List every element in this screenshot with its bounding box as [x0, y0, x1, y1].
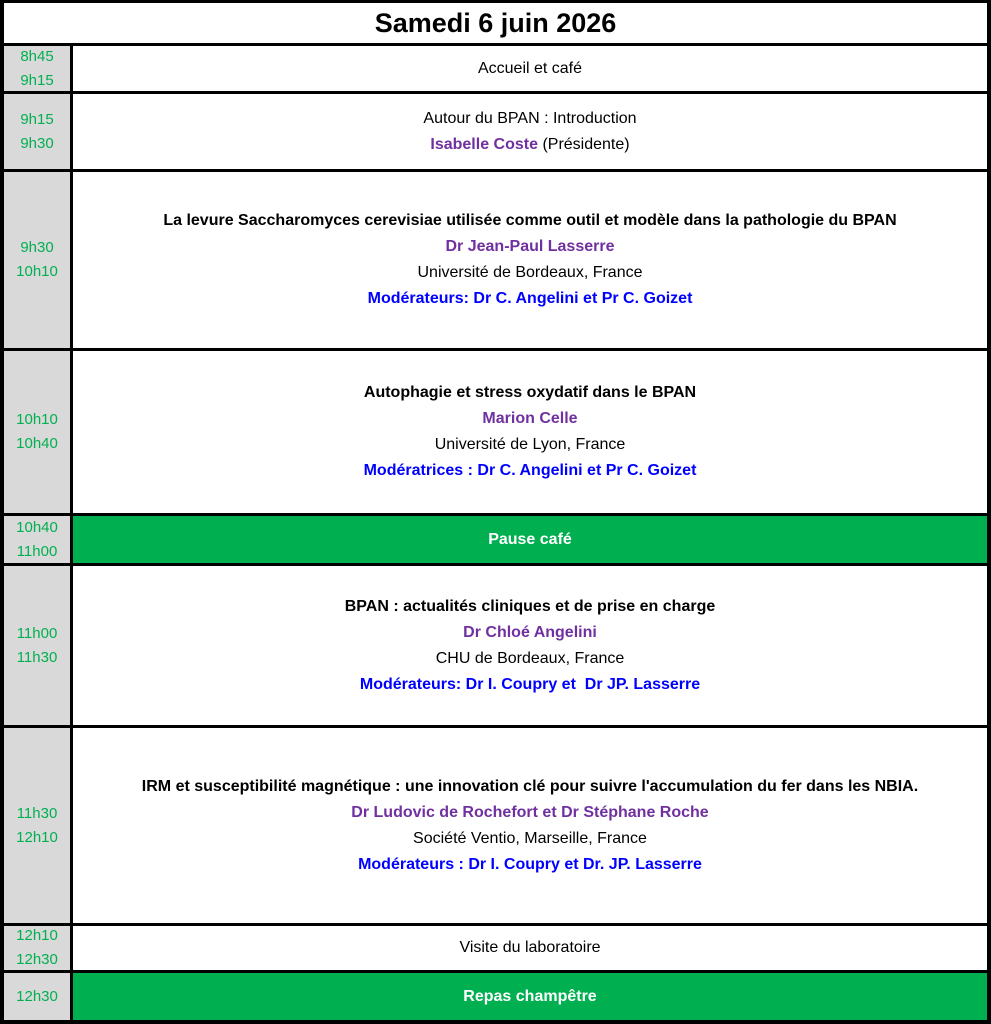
end-time: 9h15 [20, 71, 54, 89]
moderators: Modérateurs: Dr C. Angelini et Pr C. Goizet [367, 290, 693, 307]
end-time: 11h30 [16, 648, 58, 666]
break-title: Repas champêtre [463, 987, 597, 1005]
start-time: 10h10 [16, 411, 58, 428]
end-time: 10h10 [16, 263, 58, 280]
end-time: 10h40 [16, 435, 58, 452]
session-title: Accueil et café [477, 59, 583, 77]
talk-title: Autophagie et stress oxydatif dans le BPAN [363, 384, 697, 401]
moderators: Modérateurs : Dr I. Coupry et Dr. JP. Lasserre [358, 855, 702, 873]
time-cell [4, 516, 70, 563]
end-time: 12h30 [16, 951, 58, 968]
start-time: 9h15 [20, 110, 54, 128]
time-cell [4, 728, 70, 923]
session-cell [73, 926, 987, 970]
speaker-name: Dr Jean-Paul Lasserre [445, 238, 615, 255]
session-cell [73, 728, 987, 923]
affiliation: CHU de Bordeaux, France [435, 649, 625, 667]
affiliation: Université de Bordeaux, France [417, 264, 643, 281]
schedule-row [4, 46, 987, 91]
session-cell [73, 46, 987, 91]
schedule-row [4, 926, 987, 970]
talk-title: La levure Saccharomyces cerevisiae utilisée comme outil et modèle dans la pathologie du BPAN [163, 212, 897, 229]
affiliation: Université de Lyon, France [434, 436, 626, 453]
time-cell [4, 973, 70, 1020]
session-cell [73, 172, 987, 348]
break-cell [73, 973, 987, 1020]
moderators: Modératrices : Dr C. Angelini et Pr C. Goizet [363, 462, 697, 479]
schedule-row [4, 94, 987, 169]
time-cell [4, 46, 70, 91]
schedule-row [4, 351, 987, 513]
end-time: 12h10 [16, 828, 58, 846]
schedule-row [4, 973, 987, 1020]
session-title: Autour du BPAN : Introduction [423, 109, 637, 127]
start-time: 11h00 [16, 624, 58, 642]
end-time: 9h30 [20, 134, 54, 152]
schedule-row [4, 566, 987, 725]
start-time: 10h40 [16, 518, 58, 536]
session-cell [73, 94, 987, 169]
start-time: 9h30 [20, 239, 54, 256]
session-cell [73, 351, 987, 513]
speaker-name: Dr Chloé Angelini [463, 623, 597, 641]
time-cell [4, 94, 70, 169]
start-time: 12h30 [16, 987, 58, 1005]
schedule-row [4, 516, 987, 563]
break-title: Pause café [488, 530, 572, 548]
schedule-row [4, 172, 987, 348]
speaker-name: Isabelle Coste [430, 135, 538, 153]
start-time: 11h30 [16, 804, 58, 822]
speaker-name: Dr Ludovic de Rochefort et Dr Stéphane Roche [351, 803, 709, 821]
break-cell [73, 516, 987, 563]
page-title: Samedi 6 juin 2026 [4, 3, 987, 43]
affiliation: Société Ventio, Marseille, France [413, 829, 647, 847]
time-cell [4, 172, 70, 348]
time-cell [4, 351, 70, 513]
end-time: 11h00 [16, 542, 58, 560]
moderators: Modérateurs: Dr I. Coupry et Dr JP. Lasserre [359, 675, 701, 693]
speaker-role: (Présidente) [538, 135, 630, 153]
start-time: 8h45 [20, 47, 54, 65]
schedule-row [4, 728, 987, 923]
talk-title: IRM et susceptibilité magnétique : une innovation clé pour suivre l'accumulation du fer dans les NBIA. [141, 777, 919, 795]
session-title: Visite du laboratoire [459, 939, 601, 956]
start-time: 12h10 [16, 927, 58, 944]
talk-title: BPAN : actualités cliniques et de prise en charge [344, 597, 716, 615]
time-cell [4, 566, 70, 725]
speaker-name: Marion Celle [482, 410, 578, 427]
time-cell [4, 926, 70, 970]
session-cell [73, 566, 987, 725]
